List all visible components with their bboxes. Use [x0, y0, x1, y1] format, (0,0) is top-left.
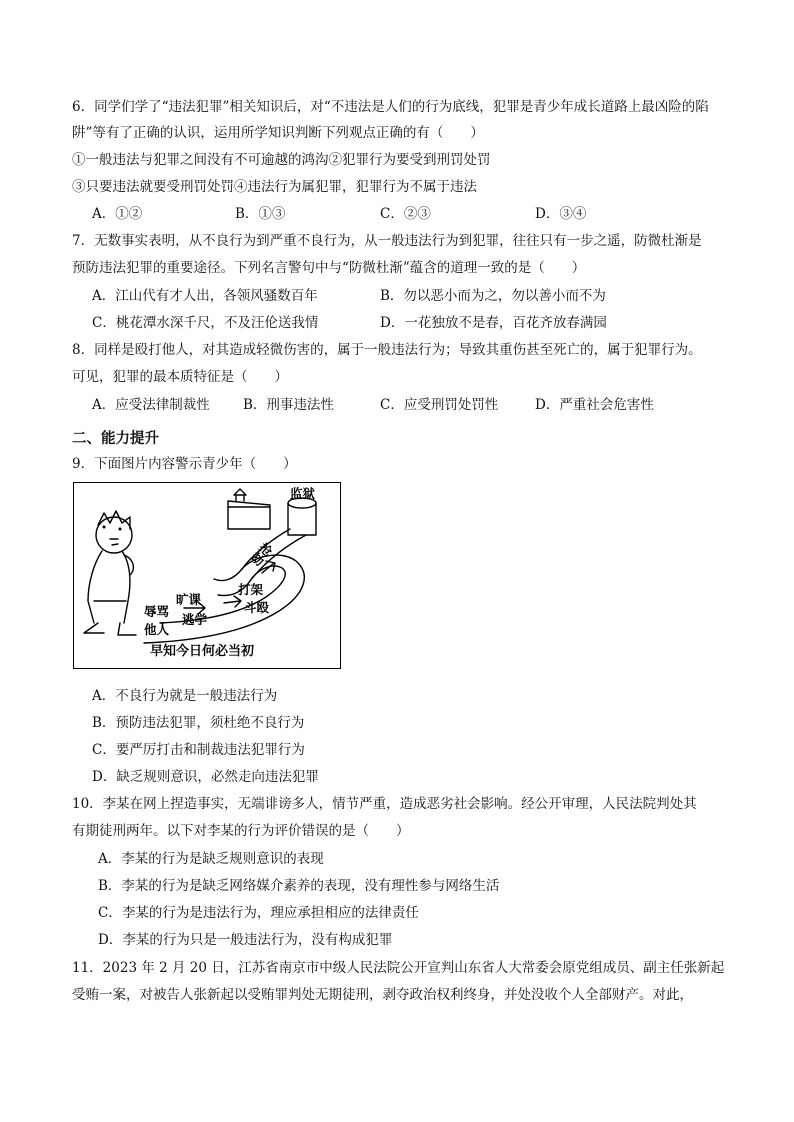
- cartoon-label-fight: 打架: [238, 582, 264, 597]
- q6-option-c[interactable]: C．②③: [380, 206, 431, 222]
- q6-statements-2: ③只要违法就要受刑罚处罚④违法行为属犯罪，犯罪行为不属于违法: [72, 179, 477, 195]
- q7-option-d[interactable]: D．一花独放不是春，百花齐放春满园: [380, 315, 607, 331]
- q9-option-b[interactable]: B．预防违法犯罪，须杜绝不良行为: [92, 715, 305, 731]
- cartoon-label-insult-1: 辱骂: [144, 604, 170, 619]
- q9-stem: 9．下面图片内容警示青少年（ ）: [72, 456, 297, 472]
- q11-stem-line2: 受贿一案，对被告人张新起以受贿罪判处无期徒刑，剥夺政治权利终身，并处没收个人全部财产。对此，: [72, 987, 693, 1003]
- q6-statements-1: ①一般违法与犯罪之间没有不可逾越的鸿沟②犯罪行为要受到刑罚处罚: [72, 152, 491, 168]
- q10-option-a[interactable]: A．李某的行为是缺乏规则意识的表现: [98, 851, 324, 867]
- q10-stem-line1: 10．李某在网上捏造事实，无端诽谤多人，情节严重，造成恶劣社会影响。经公开审理，人民法院判处其: [72, 796, 697, 812]
- q7-option-b[interactable]: B．勿以恶小而为之，勿以善小而不为: [380, 288, 606, 304]
- q7-stem-line2: 预防违法犯罪的重要途径。下列名言警句中与“防微杜渐”蕴含的道理一致的是（ ）: [72, 260, 586, 276]
- q6-option-b[interactable]: B．①③: [235, 206, 286, 222]
- section-heading: 二、能力提升: [72, 431, 159, 447]
- q8-option-a[interactable]: A．应受法律制裁性: [92, 397, 210, 413]
- q8-stem-line2: 可见，犯罪的最本质特征是（ ）: [72, 369, 288, 385]
- cartoon-label-insult-2: 他人: [144, 622, 170, 637]
- cartoon-drawing: [74, 483, 340, 668]
- q10-stem-line2: 有期徒刑两年。以下对李某的行为评价错误的是（ ）: [72, 823, 410, 839]
- q9-option-a[interactable]: A．不良行为就是一般违法行为: [92, 688, 278, 704]
- q6-stem-line2: 阱”等有了正确的认识，运用所学知识判断下列观点正确的有（ ）: [72, 125, 484, 141]
- q8-stem-line1: 8．同样是殴打他人，对其造成轻微伤害的，属于一般违法行为；导致其重伤甚至死亡的，属于犯罪行为。: [72, 342, 702, 358]
- cartoon-label-truancy-2: 逃学: [182, 612, 208, 627]
- q9-option-d[interactable]: D．缺乏规则意识，必然走向违法犯罪: [92, 769, 319, 785]
- cartoon-label-robbery: 抢劫: [247, 539, 276, 569]
- cartoon-label-prison: 监狱: [290, 486, 316, 501]
- q6-stem-line1: 6．同学们学了“违法犯罪”相关知识后，对“不违法是人们的行为底线，犯罪是青少年成长道路上最凶险的陷: [72, 99, 709, 115]
- q6-option-d[interactable]: D．③④: [535, 206, 587, 222]
- cartoon-label-brawl: 斗殴: [244, 600, 270, 615]
- q7-option-a[interactable]: A．江山代有才人出，各领风骚数百年: [92, 288, 318, 304]
- q8-option-b[interactable]: B．刑事违法性: [243, 397, 334, 413]
- q11-stem-line1: 11．2023 年 2 月 20 日，江苏省南京市中级人民法院公开宣判山东省人大常委会原党组成员、副主任张新起: [72, 960, 725, 976]
- q10-option-d[interactable]: D．李某的行为只是一般违法行为，没有构成犯罪: [98, 932, 393, 948]
- cartoon-caption: 早知今日何必当初: [150, 644, 255, 659]
- q7-option-c[interactable]: C．桃花潭水深千尺，不及汪伦送我情: [92, 315, 319, 331]
- q9-option-c[interactable]: C．要严厉打击和制裁违法犯罪行为: [92, 742, 305, 758]
- q7-stem-line1: 7．无数事实表明，从不良行为到严重不良行为，从一般违法行为到犯罪，往往只有一步之遥，防微杜渐是: [72, 233, 702, 249]
- q6-option-a[interactable]: A．①②: [92, 206, 143, 222]
- q8-option-c[interactable]: C．应受刑罚处罚性: [380, 397, 499, 413]
- q10-option-b[interactable]: B．李某的行为是缺乏网络媒介素养的表现，没有理性参与网络生活: [98, 878, 500, 894]
- q9-cartoon: [73, 482, 341, 669]
- q8-option-d[interactable]: D．严重社会危害性: [535, 397, 654, 413]
- cartoon-label-truancy-1: 旷课: [176, 592, 202, 607]
- q10-option-c[interactable]: C．李某的行为是违法行为，理应承担相应的法律责任: [98, 905, 419, 921]
